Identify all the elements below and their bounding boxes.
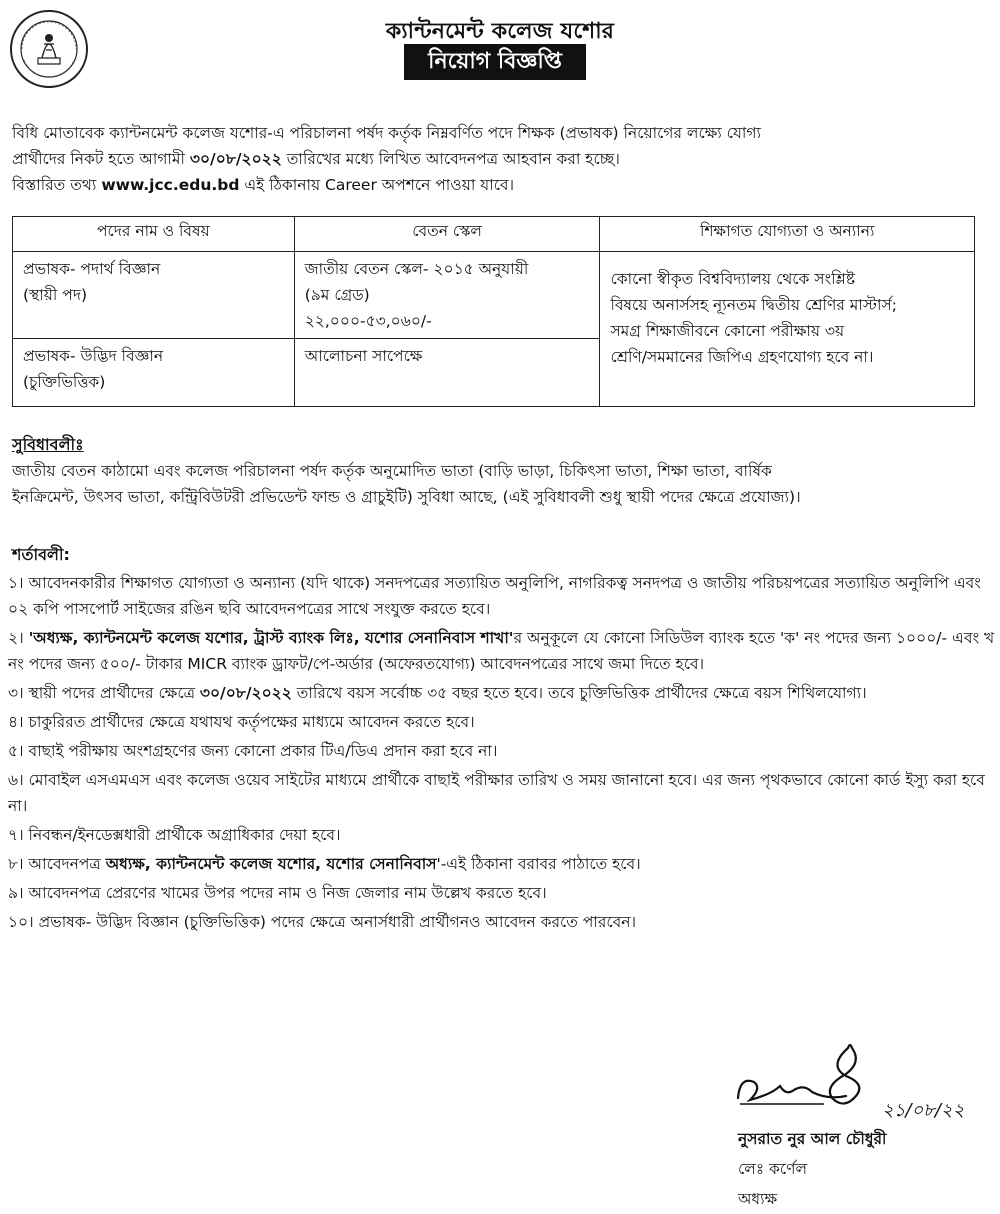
column-header-pay: বেতন স্কেল [294,217,600,252]
post-cell [13,252,295,339]
post-cell [13,339,295,407]
list-item: ৭। নিবন্ধন/ইনডেক্সধারী প্রার্থীকে অগ্রাধিকার দেয়া হবে। [8,826,341,844]
signer-block [738,1124,886,1214]
signer-name: নুসরাত নুর আল চৌধুরী [738,1130,887,1148]
intro-line-3 [12,172,992,198]
qualification-line: সমগ্র শিক্ষাজীবনে কোনো পরীক্ষায় ৩য় [610,322,845,340]
list-item [8,625,998,677]
signer-designation: অধ্যক্ষ [738,1190,778,1208]
deadline-date: ৩০/০৮/২০২২ [189,150,282,168]
website-link[interactable]: www.jcc.edu.bd [101,176,240,194]
list-item: ৫। বাছাই পরীক্ষায় অংশগ্রহণের জন্য কোনো প্রকার টিএ/ডিএ প্রদান করা হবে না। [8,742,498,760]
posts-table [12,216,975,407]
list-item: ১। আবেদনকারীর শিক্ষাগত যোগ্যতা ও অন্যান্য (যদি থাকে) সনদপত্রের সত্যায়িত অনুলিপি, নাগরিকত্ব সনদপত্র ও জাতীয় পরিচয়পত্রের সত্যায়িত অনুলিপি এবং ০২ কপি পাসপোর্ট সাইজের রঙিন ছবি আবেদনপত্রের সাথে সংযুক্ত করতে হবে। [8,574,981,618]
benefits-heading: সুবিধাবলীঃ [12,435,84,454]
column-header-qualification: শিক্ষাগত যোগ্যতা ও অন্যান্য [600,217,975,252]
signature-date: ২১/০৮/২২ [882,1100,965,1121]
benefits-paragraph [12,458,997,510]
post-type: (চুক্তিভিত্তিক) [23,373,106,391]
signer-rank: লেঃ কর্ণেল [738,1160,808,1178]
benefits-line: জাতীয় বেতন কাঠামো এবং কলেজ পরিচালনা পর্ষদ কর্তৃক অনুমোদিত ভাতা (বাড়ি ভাড়া, চিকিৎসা ভাতা, শিক্ষা ভাতা, বার্ষিক [12,462,772,480]
intro-line-1: বিধি মোতাবেক ক্যান্টনমেন্ট কলেজ যশোর-এ পরিচালনা পর্ষদ কর্তৃক নিম্নবর্ণিত পদে শিক্ষক (প্রভাষক) নিয়োগের লক্ষ্যে যোগ্য [12,124,762,142]
list-item [8,851,998,877]
condition-text: ৮। আবেদনপত্র [8,855,106,873]
pay-scale: জাতীয় বেতন স্কেল- ২০১৫ অনুযায়ী [304,260,529,278]
intro-text: প্রার্থীদের নিকট হতে আগামী [12,150,190,168]
age-date: ৩০/০৮/২০২২ [199,684,292,702]
list-item: ৬। মোবাইল এসএমএস এবং কলেজ ওয়েব সাইটের মাধ্যমে প্রার্থীকে বাছাই পরীক্ষার তারিখ ও সময় জানানো হবে। এর জন্য পৃথকভাবে কোনো কার্ড ইস্যু করা হবে না। [8,771,985,815]
conditions-list [8,570,998,938]
condition-number: ২। [8,629,29,647]
pay-cell [294,252,600,339]
pay-scale: আলোচনা সাপেক্ষে [304,347,423,365]
notice-title: নিয়োগ বিজ্ঞপ্তি [404,44,586,80]
table-row [13,252,975,339]
college-name: ক্যান্টনমেন্ট কলেজ যশোর [385,19,615,44]
intro-paragraph [12,120,992,198]
qualification-cell [600,252,975,407]
condition-text: ৩। স্থায়ী পদের প্রার্থীদের ক্ষেত্রে [8,684,200,702]
mailing-address: অধ্যক্ষ, ক্যান্টনমেন্ট কলেজ যশোর, যশোর সেনানিবাস [105,855,437,873]
intro-text: বিস্তারিত তথ্য [12,176,102,194]
conditions-heading: শর্তাবলী: [12,545,70,564]
pay-grade: (৯ম গ্রেড) [304,286,370,304]
pay-range: ২২,০০০-৫৩,০৬০/- [304,312,432,330]
intro-text: এই ঠিকানায় Career অপশনে পাওয়া যাবে। [239,176,515,194]
post-name: প্রভাষক- পদার্থ বিজ্ঞান [23,260,161,278]
condition-text: র অনুকূলে যে কোনো সিডিউল ব্যাংক হতে 'ক' নং পদের জন্য ১০০০/- এবং খ নং পদের জন্য ৫০০/- টাকার MICR ব্যাংক ড্রাফট/পে-অর্ডার (অফেরতযোগ্য) আবেদনপত্রের সাথে জমা দিতে হবে। [8,629,995,673]
list-item: ১০। প্রভাষক- উদ্ভিদ বিজ্ঞান (চুক্তিভিত্তিক) পদের ক্ষেত্রে অনার্সধারী প্রার্থীগনও আবেদন করতে পারবেন। [8,913,637,931]
post-type: (স্থায়ী পদ) [23,286,88,304]
list-item: ৯। আবেদনপত্র প্রেরণের খামের উপর পদের নাম ও নিজ জেলার নাম উল্লেখ করতে হবে। [8,884,547,902]
post-name: প্রভাষক- উদ্ভিদ বিজ্ঞান [23,347,164,365]
benefits-line: ইনক্রিমেন্ট, উৎসব ভাতা, কন্ট্রিবিউটরী প্রভিডেন্ট ফান্ড ও গ্রাচুইটি) সুবিধা আছে, (এই সুবিধাবলী শুধু স্থায়ী পদের ক্ষেত্রে প্রযোজ্য)। [12,488,801,506]
intro-line-2 [12,146,992,172]
list-item [8,680,998,706]
qualification-line: কোনো স্বীকৃত বিশ্ববিদ্যালয় থেকে সংশ্লিষ্ট [610,270,856,288]
signature-scribble [728,1038,873,1118]
column-header-post: পদের নাম ও বিষয় [13,217,295,252]
qualification-line: বিষয়ে অনার্সসহ ন্যূনতম দ্বিতীয় শ্রেণির মাস্টার্স; [610,296,897,314]
table-header-row [13,217,975,252]
list-item: ৪। চাকুরিরত প্রার্থীদের ক্ষেত্রে যথাযথ কর্তৃপক্ষের মাধ্যমে আবেদন করতে হবে। [8,713,475,731]
condition-text: '-এই ঠিকানা বরাবর পাঠাতে হবে। [436,855,641,873]
pay-cell [294,339,600,407]
intro-text: তারিখের মধ্যে লিখিত আবেদনপত্র আহবান করা হচ্ছে। [281,150,620,168]
qualification-line: শ্রেণি/সমমানের জিপিএ গ্রহণযোগ্য হবে না। [610,348,874,366]
condition-text: তারিখে বয়স সর্বোচ্চ ৩৫ বছর হতে হবে। তবে চুক্তিভিত্তিক প্রার্থীদের ক্ষেত্রে বয়স শিথিলযোগ্য। [291,684,867,702]
account-name: 'অধ্যক্ষ, ক্যান্টনমেন্ট কলেজ যশোর, ট্রাস্ট ব্যাংক লিঃ, যশোর সেনানিবাস শাখা' [28,629,514,647]
